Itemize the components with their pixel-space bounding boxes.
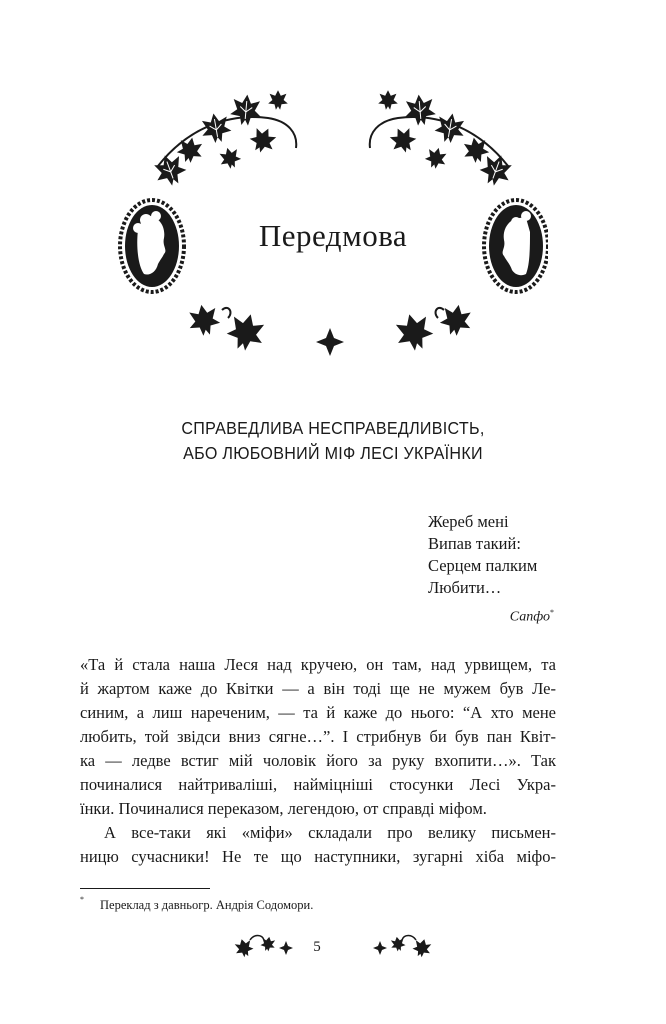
page-number-ornament: [232, 928, 434, 968]
body-line: А все-таки які «міфи» складали про велику письмен-: [104, 823, 556, 842]
subtitle-line-2: АБО ЛЮБОВНИЙ МІФ ЛЕСІ УКРАЇНКИ: [183, 443, 483, 463]
footnote-reference: *: [550, 608, 554, 617]
subtitle-line-1: СПРАВЕДЛИВА НЕСПРАВЕДЛИВІСТЬ,: [181, 418, 485, 438]
body-line: їнки. Починалися переказом, легендою, от справді міфом.: [80, 799, 487, 818]
footnote-divider: [80, 888, 210, 889]
body-line: починалися найтриваліші, найміцніші стосунки Лесі Укра-: [80, 775, 556, 794]
crescent-moon-icon: [316, 100, 350, 148]
body-line: синим, а лиш нареченим, — та й каже до нього: “А хто мене: [80, 703, 556, 722]
body-line: ка — ледве встиг мій чоловік його за руку вхопити…». Так: [80, 751, 556, 770]
epigraph-line: Серцем палким: [428, 556, 538, 575]
four-point-star-icon: [316, 328, 344, 356]
epigraph: [428, 511, 608, 599]
ivy-leaf-icon: [233, 937, 255, 959]
epigraph-line: Жереб мені: [428, 512, 509, 531]
body-paragraphs: [80, 653, 556, 869]
body-line: й жартом каже до Квітки — а він тоді ще не мужем був Ле-: [80, 679, 556, 698]
epigraph-line: Любити…: [428, 578, 502, 597]
body-line: любить, той звідси вниз сягне…”. І стрибнув би був пан Квіт-: [80, 727, 556, 746]
body-line: ницю сучасники! Не те що наступники, зугарні хіба міфо-: [80, 847, 556, 866]
footnote-text: Переклад з давньогр. Андрія Содомори.: [100, 898, 314, 912]
footnote-mark: *: [80, 895, 84, 904]
chapter-title: Передмова: [258, 218, 408, 253]
page-number: 5: [313, 939, 321, 955]
epigraph-author: [400, 608, 554, 626]
epigraph-line: Випав такий:: [428, 534, 521, 553]
author-name: Сапфо: [509, 609, 550, 625]
body-line: «Та й стала наша Леся над кручею, он там, над урвищем, та: [80, 655, 556, 674]
